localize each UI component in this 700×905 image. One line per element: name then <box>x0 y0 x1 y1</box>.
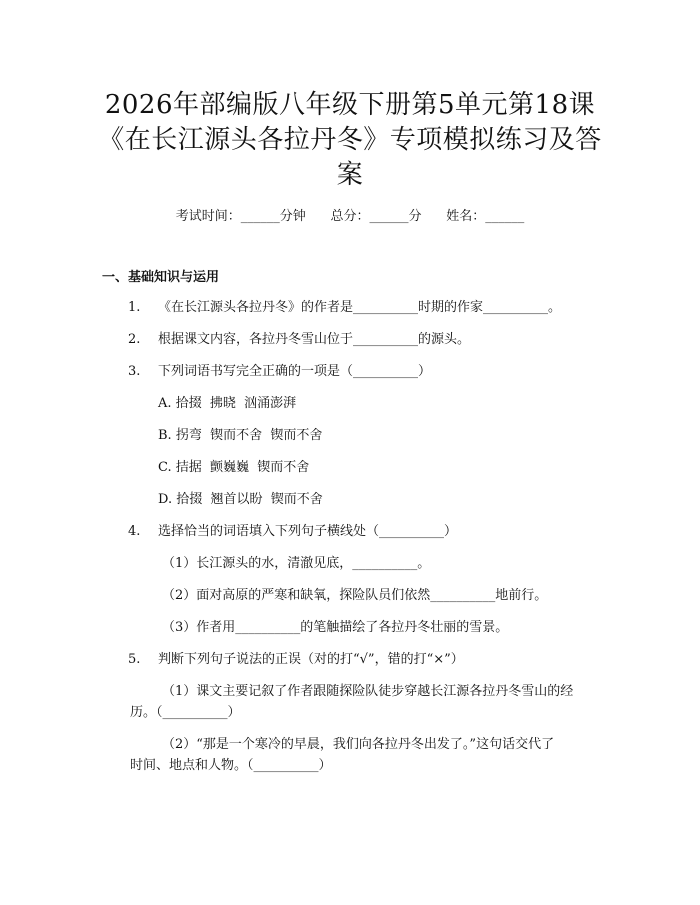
option-a: A. 拾掇 拂晓 汹涌澎湃 <box>158 396 297 411</box>
question-5-item-2-line-1: （2）“那是一个寒冷的早晨，我们向各拉丹冬出发了。”这句话交代了 <box>162 737 555 752</box>
question-number: 2. <box>128 332 141 347</box>
document-title-line-1: 2026年部编版八年级下册第5单元第18课 <box>104 90 596 120</box>
question-1-text: 《在长江源头各拉丹冬》的作者是__________时期的作家__________。 <box>158 300 562 315</box>
question-2-text: 根据课文内容，各拉丹冬雪山位于__________的源头。 <box>158 332 471 347</box>
exam-meta-line: 考试时间：______分钟 总分：______分 姓名：______ <box>175 209 525 224</box>
section-heading: 一、基础知识与运用 <box>102 270 220 285</box>
question-5-item-1-line-2: 历。（__________） <box>130 705 241 720</box>
question-number: 3. <box>128 364 141 379</box>
question-5-text: 判断下列句子说法的正误（对的打“√”，错的打“×”） <box>158 652 464 667</box>
question-4-text: 选择恰当的词语填入下列句子横线处（__________） <box>158 524 458 539</box>
question-5-item-1-line-1: （1）课文主要记叙了作者跟随探险队徒步穿越长江源各拉丹冬雪山的经 <box>162 684 574 699</box>
option-c: C. 拮据 颤巍巍 锲而不舍 <box>158 460 310 475</box>
document-title-line-2: 《在长江源头各拉丹冬》专项模拟练习及答 <box>98 125 602 155</box>
question-3-text: 下列词语书写完全正确的一项是（__________） <box>158 364 432 379</box>
question-5-item-2-line-2: 时间、地点和人物。（__________） <box>130 758 332 773</box>
question-4-item-3: （3）作者用__________的笔触描绘了各拉丹冬壮丽的雪景。 <box>162 620 509 635</box>
document-title-line-3: 案 <box>336 160 364 190</box>
question-4-item-1: （1）长江源头的水，清澈见底，__________。 <box>162 556 431 571</box>
question-number: 1. <box>128 300 141 315</box>
question-4-item-2: （2）面对高原的严寒和缺氧，探险队员们依然__________地前行。 <box>162 588 548 603</box>
question-number: 4. <box>128 524 141 539</box>
option-d: D. 拾掇 翘首以盼 锲而不舍 <box>158 492 323 507</box>
option-b: B. 拐弯 锲而不舍 锲而不舍 <box>158 428 323 443</box>
question-number: 5. <box>128 652 141 667</box>
